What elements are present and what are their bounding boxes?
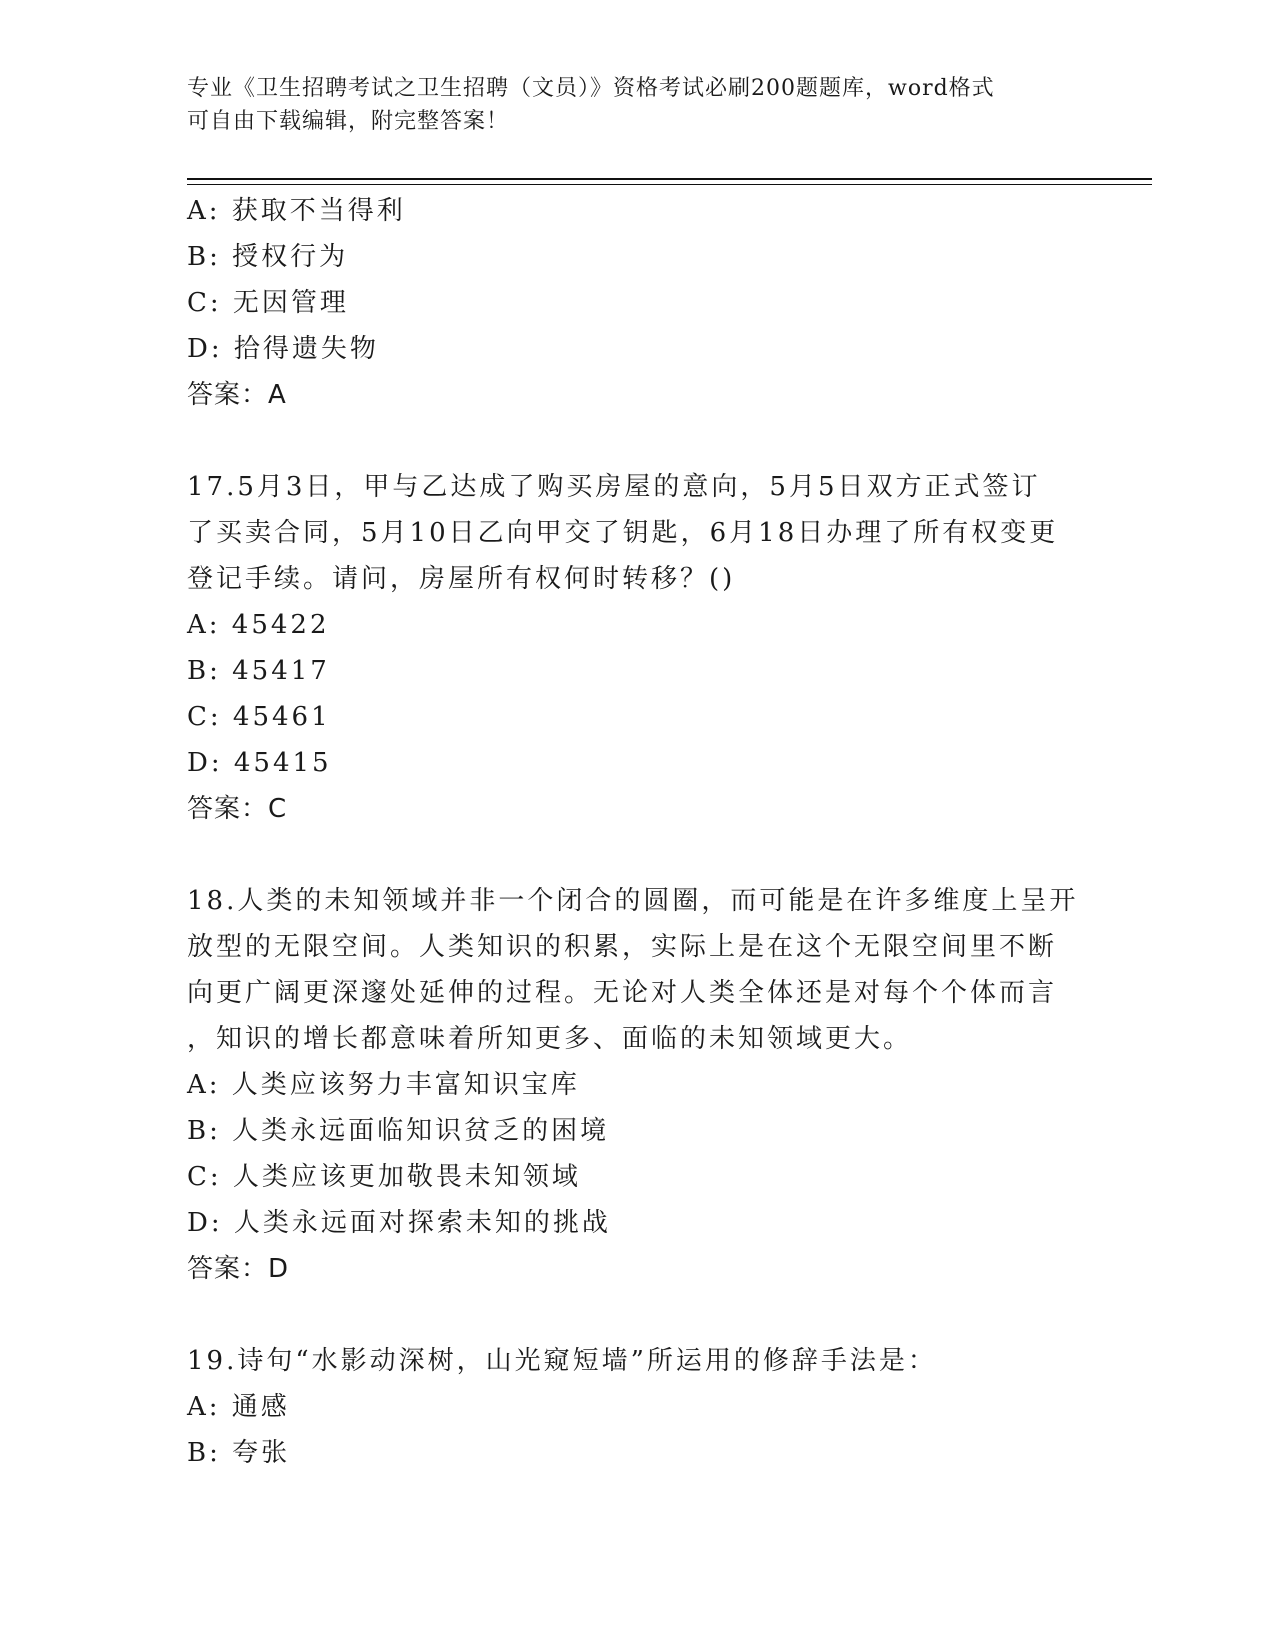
option-a: A: 通感: [187, 1392, 290, 1422]
spacer: [187, 418, 1087, 464]
header-line-2: 可自由下载编辑，附完整答案！: [187, 109, 510, 134]
header-line-1: 专业《卫生招聘考试之卫生招聘（文员）》资格考试必刷200题题库，word格式: [187, 76, 995, 101]
option-a: A: 45422: [187, 610, 330, 640]
answer-line: 答案：C: [187, 794, 288, 824]
document-header: [187, 72, 1067, 138]
question-19: [187, 1338, 1087, 1476]
question-stem-line: ，知识的增长都意味着所知更多、面临的未知领域更大。: [187, 1024, 913, 1054]
question-content: [187, 188, 1087, 1476]
spacer: [187, 1292, 1087, 1338]
question-stem-line: 登记手续。请问，房屋所有权何时转移？(): [187, 564, 736, 594]
option-c: C: 人类应该更加敬畏未知领域: [187, 1162, 581, 1192]
option-b: B: 45417: [187, 656, 330, 686]
option-c: C: 45461: [187, 702, 331, 732]
question-16: [187, 188, 1087, 418]
header-divider-thin: [187, 184, 1152, 185]
option-d: D: 拾得遗失物: [187, 334, 379, 364]
question-17: [187, 464, 1087, 832]
answer-line: 答案：A: [187, 380, 287, 410]
option-a: A: 获取不当得利: [187, 196, 406, 226]
option-c: C: 无因管理: [187, 288, 349, 318]
option-d: D: 人类永远面对探索未知的挑战: [187, 1208, 611, 1238]
answer-line: 答案：D: [187, 1254, 290, 1284]
question-stem-line: 19.诗句“水影动深树，山光窥短墙”所运用的修辞手法是：: [187, 1346, 937, 1376]
spacer: [187, 832, 1087, 878]
question-stem-line: 17.5月3日，甲与乙达成了购买房屋的意向，5月5日双方正式签订: [187, 472, 1041, 502]
header-divider-thick: [187, 178, 1152, 180]
question-stem-line: 了买卖合同，5月10日乙向甲交了钥匙，6月18日办理了所有权变更: [187, 518, 1059, 548]
option-b: B: 夸张: [187, 1438, 291, 1468]
question-stem-line: 18.人类的未知领域并非一个闭合的圆圈，而可能是在许多维度上呈开: [187, 886, 1079, 916]
question-stem-line: 放型的无限空间。人类知识的积累，实际上是在这个无限空间里不断: [187, 932, 1058, 962]
option-b: B: 人类永远面临知识贫乏的困境: [187, 1116, 610, 1146]
option-a: A: 人类应该努力丰富知识宝库: [187, 1070, 580, 1100]
option-d: D: 45415: [187, 748, 332, 778]
question-18: [187, 878, 1087, 1292]
option-b: B: 授权行为: [187, 242, 349, 272]
question-stem-line: 向更广阔更深邃处延伸的过程。无论对人类全体还是对每个个体而言: [187, 978, 1058, 1008]
